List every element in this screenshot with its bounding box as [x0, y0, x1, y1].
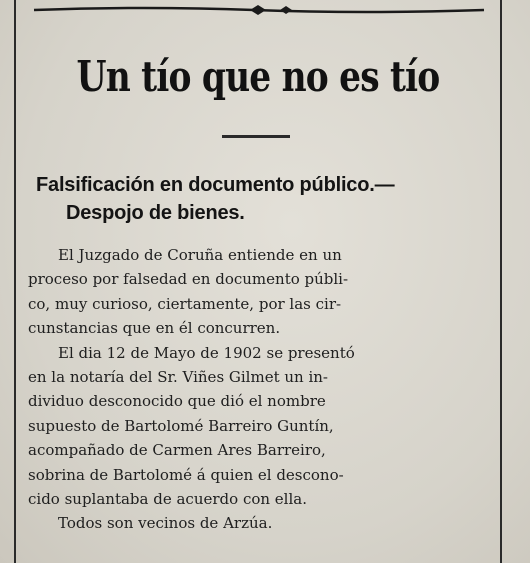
paragraph-line: sobrina de Bartolomé á quien el descono- [28, 465, 344, 484]
paragraph-1 [28, 243, 500, 341]
paragraph-2 [28, 341, 500, 512]
top-ornament-rule [14, 0, 502, 24]
paragraph-line: cunstancias que en él concurren. [28, 319, 281, 338]
article-subhead [36, 171, 394, 227]
column-rule-right [500, 0, 502, 563]
paragraph-line: acompañado de Carmen Ares Barreiro, [28, 441, 326, 460]
paragraph-line: co, muy curioso, ciertamente, por las cir- [28, 294, 342, 313]
paragraph-line: El dia 12 de Mayo de 1902 se presentó [58, 343, 355, 362]
paragraph-line: El Juzgado de Coruña entiende en un [58, 246, 342, 264]
column-rule-left [14, 0, 16, 563]
headline-divider [222, 135, 290, 138]
paragraph-line: proceso por falsedad en documento públi- [28, 270, 349, 289]
paragraph-line: supuesto de Bartolomé Barreiro Guntín, [28, 416, 334, 435]
subhead-line-1: Falsificación en documento público.— [36, 174, 395, 196]
subhead-line-2: Despojo de bienes. [66, 202, 245, 224]
paragraph-line: en la notaría del Sr. Viñes Gilmet un in- [28, 368, 328, 387]
article-headline: Un tío que no es tío [76, 52, 440, 101]
article-body [28, 243, 500, 536]
paragraph-3 [28, 511, 500, 535]
paragraph-line: cido suplantaba de acuerdo con ella. [28, 490, 307, 509]
paragraph-line: Todos son vecinos de Arzúa. [58, 514, 273, 533]
paragraph-line: dividuo desconocido que dió el nombre [28, 392, 326, 411]
